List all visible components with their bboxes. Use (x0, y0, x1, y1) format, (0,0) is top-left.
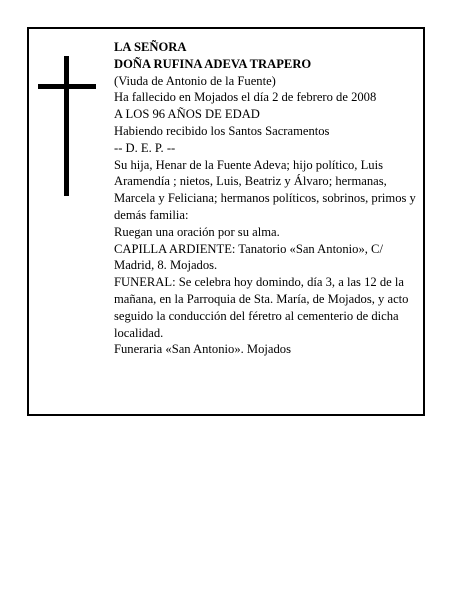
rip-line: -- D. E. P. -- (114, 140, 176, 155)
header-title: LA SEÑORA (114, 40, 187, 54)
funeral-paragraph: FUNERAL: Se celebra hoy domindo, día 3, a las 12 de la mañana, en la Parroquia de Sta. María, de Mojados, y acto seguido la conducción del féretro al cementerio de dicha localidad. (114, 275, 409, 340)
deceased-name: DOÑA RUFINA ADEVA TRAPERO (114, 56, 312, 71)
family-paragraph: Su hija, Henar de la Fuente Adeva; hijo político, Luis Aramendía ; nietos, Luis, Beatriz y Álvaro; hermanas, Marcela y Feliciana; hermanos políticos, sobrinos, primos y demás familia: (114, 157, 416, 222)
obituary-text (114, 39, 420, 358)
death-line: Ha fallecido en Mojados el día 2 de febrero de 2008 (114, 90, 377, 105)
funeral-home-line: Funeraria «San Antonio». Mojados (114, 342, 291, 357)
sacraments-line: Habiendo recibido los Santos Sacramentos (114, 123, 330, 138)
age-line: A LOS 96 AÑOS DE EDAD (114, 107, 260, 122)
widow-line: (Viuda de Antonio de la Fuente) (114, 73, 276, 88)
cross-icon (64, 56, 69, 196)
prayer-line: Ruegan una oración por su alma. (114, 224, 280, 239)
cross-icon-crossbar (38, 84, 96, 89)
chapel-paragraph: CAPILLA ARDIENTE: Tanatorio «San Antonio», C/ Madrid, 8. Mojados. (114, 241, 383, 273)
